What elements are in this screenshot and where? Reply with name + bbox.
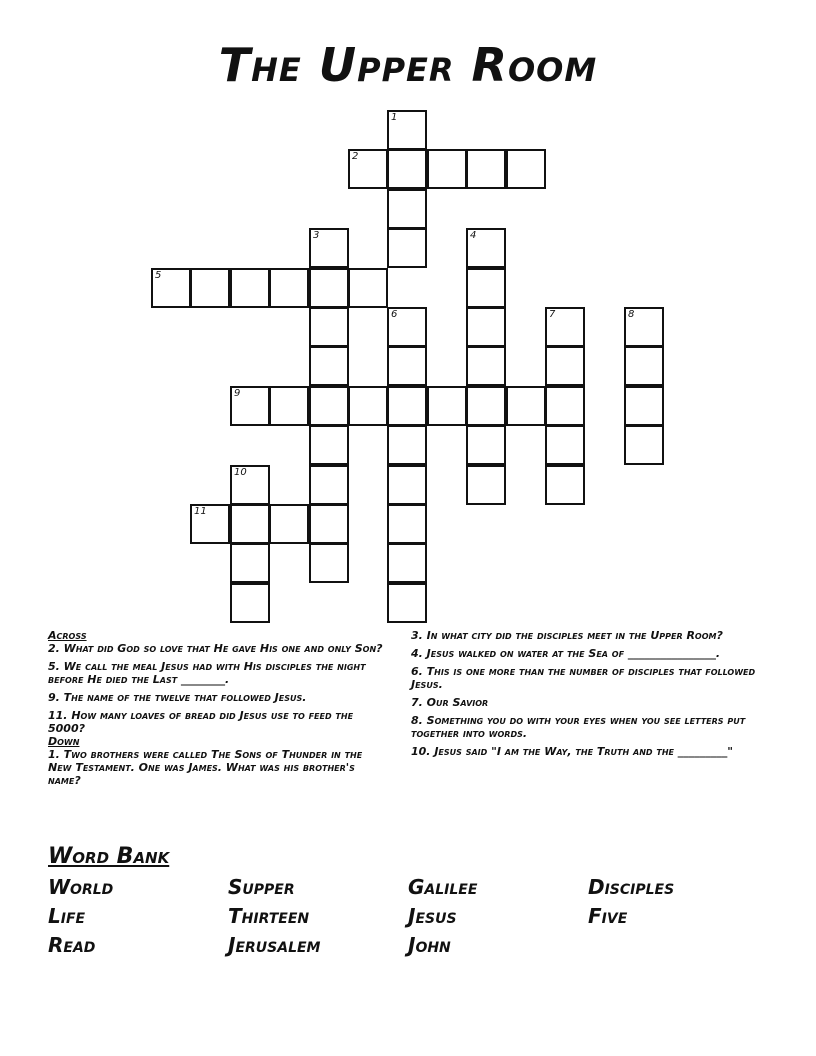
crossword-cell[interactable] xyxy=(466,307,506,347)
crossword-cell[interactable] xyxy=(624,307,664,347)
word-bank-item: Galilee xyxy=(408,875,478,899)
crossword-cell[interactable] xyxy=(466,346,506,386)
crossword-cell[interactable] xyxy=(387,543,427,583)
clue-number: 11 xyxy=(194,506,207,517)
word-bank-item: Life xyxy=(48,904,86,928)
crossword-cell[interactable] xyxy=(230,268,270,308)
clue-number: 9 xyxy=(234,388,241,399)
word-bank-item: Supper xyxy=(228,875,295,899)
clue-number: 4 xyxy=(470,230,477,241)
crossword-cell[interactable] xyxy=(348,386,388,426)
clue-across-11: 11. How many loaves of bread did Jesus use to feed the 5000? xyxy=(48,709,354,735)
crossword-cell[interactable] xyxy=(269,386,309,426)
clue-number: 3 xyxy=(313,230,320,241)
crossword-cell[interactable] xyxy=(506,149,546,189)
crossword-cell[interactable] xyxy=(545,386,585,426)
crossword-cell[interactable] xyxy=(466,149,506,189)
crossword-cell[interactable] xyxy=(545,425,585,465)
crossword-cell[interactable] xyxy=(230,543,270,583)
crossword-cell[interactable] xyxy=(545,465,585,505)
word-bank-item: John xyxy=(408,933,451,957)
crossword-cell[interactable] xyxy=(466,386,506,426)
crossword-cell[interactable] xyxy=(427,149,467,189)
word-bank-title: Word Bank xyxy=(48,844,170,869)
clue-number: 10 xyxy=(234,467,247,478)
crossword-cell[interactable] xyxy=(230,465,270,505)
clue-number: 8 xyxy=(628,309,635,320)
crossword-cell[interactable] xyxy=(387,465,427,505)
clue-down-7: 7. Our Savior xyxy=(411,696,489,709)
clue-down-10: 10. Jesus said "I am the Way, the Truth and the _________" xyxy=(411,745,734,758)
clue-number: 1 xyxy=(391,112,398,123)
clue-number: 5 xyxy=(155,270,162,281)
clue-down-8: 8. Something you do with your eyes when you see letters put together into words. xyxy=(411,714,746,740)
down-heading: Down xyxy=(48,735,80,748)
crossword-cell[interactable] xyxy=(387,110,427,150)
crossword-cell[interactable] xyxy=(190,504,230,544)
crossword-cell[interactable] xyxy=(387,425,427,465)
clue-down-1: 1. Two brothers were called The Sons of Thunder in the New Testament. One was James. What was his brother's name? xyxy=(48,748,363,787)
word-bank-item: Five xyxy=(588,904,628,928)
clue-number: 6 xyxy=(391,309,398,320)
crossword-cell[interactable] xyxy=(348,149,388,189)
clue-down-4: 4. Jesus walked on water at the Sea of ________________. xyxy=(411,647,721,660)
crossword-cell[interactable] xyxy=(309,346,349,386)
crossword-cell[interactable] xyxy=(427,386,467,426)
crossword-cell[interactable] xyxy=(387,189,427,229)
crossword-cell[interactable] xyxy=(624,346,664,386)
page-title: The Upper Room xyxy=(218,38,598,92)
crossword-cell[interactable] xyxy=(466,268,506,308)
crossword-cell[interactable] xyxy=(545,307,585,347)
clue-across-2: 2. What did God so love that He gave His one and only Son? xyxy=(48,642,383,655)
clue-across-5: 5. We call the meal Jesus had with His disciples the night before He died the Last ________. xyxy=(48,660,366,686)
crossword-cell[interactable] xyxy=(387,386,427,426)
word-bank-item: Thirteen xyxy=(228,904,310,928)
crossword-cell[interactable] xyxy=(151,268,191,308)
clues-left-column xyxy=(48,629,388,792)
clue-across-9: 9. The name of the twelve that followed Jesus. xyxy=(48,691,307,704)
word-bank-item: World xyxy=(48,875,114,899)
crossword-cell[interactable] xyxy=(387,346,427,386)
clue-down-3: 3. In what city did the disciples meet in the Upper Room? xyxy=(411,629,723,642)
crossword-cell[interactable] xyxy=(466,465,506,505)
crossword-cell[interactable] xyxy=(190,268,230,308)
word-bank-item: Jesus xyxy=(408,904,457,928)
clue-down-6: 6. This is one more than the number of disciples that followed Jesus. xyxy=(411,665,756,691)
crossword-cell[interactable] xyxy=(230,583,270,623)
crossword-cell[interactable] xyxy=(466,228,506,268)
crossword-cell[interactable] xyxy=(309,465,349,505)
crossword-cell[interactable] xyxy=(466,425,506,465)
word-bank-item: Read xyxy=(48,933,96,957)
crossword-cell[interactable] xyxy=(387,504,427,544)
crossword-cell[interactable] xyxy=(506,386,546,426)
crossword-cell[interactable] xyxy=(230,386,270,426)
crossword-cell[interactable] xyxy=(624,425,664,465)
crossword-cell[interactable] xyxy=(624,386,664,426)
crossword-cell[interactable] xyxy=(269,504,309,544)
crossword-cell[interactable] xyxy=(387,149,427,189)
word-bank-item: Disciples xyxy=(588,875,675,899)
crossword-cell[interactable] xyxy=(230,504,270,544)
crossword-cell[interactable] xyxy=(387,307,427,347)
crossword-cell[interactable] xyxy=(309,504,349,544)
crossword-cell[interactable] xyxy=(348,268,388,308)
word-bank-item: Jerusalem xyxy=(228,933,321,957)
crossword-cell[interactable] xyxy=(309,386,349,426)
clue-number: 2 xyxy=(352,151,359,162)
crossword-cell[interactable] xyxy=(309,228,349,268)
crossword-cell[interactable] xyxy=(269,268,309,308)
crossword-cell[interactable] xyxy=(387,583,427,623)
crossword-cell[interactable] xyxy=(545,346,585,386)
crossword-cell[interactable] xyxy=(309,268,349,308)
across-heading: Across xyxy=(48,629,87,642)
crossword-cell[interactable] xyxy=(387,228,427,268)
crossword-cell[interactable] xyxy=(309,425,349,465)
clue-number: 7 xyxy=(549,309,556,320)
crossword-cell[interactable] xyxy=(309,307,349,347)
clues-right-column xyxy=(411,629,756,763)
crossword-cell[interactable] xyxy=(309,543,349,583)
